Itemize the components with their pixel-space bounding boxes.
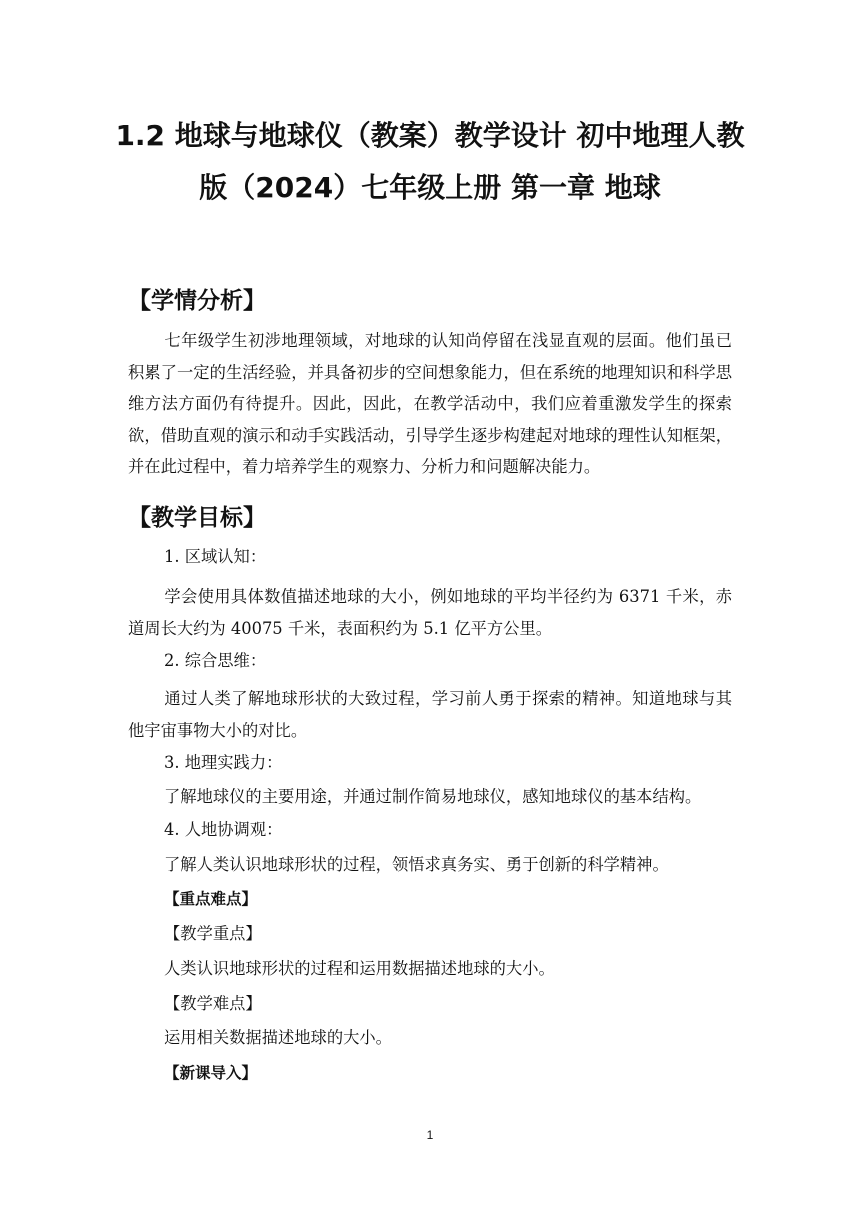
key-points-label: 【教学重点】: [164, 924, 262, 943]
objective-3-text: 了解地球仪的主要用途，并通过制作简易地球仪，感知地球仪的基本结构。: [164, 787, 702, 806]
difficulty-text: 运用相关数据描述地球的大小。: [164, 1028, 392, 1047]
difficulty-label: 【教学难点】: [164, 994, 262, 1013]
objective-1-label: 1. 区域认知：: [164, 547, 267, 566]
learning-analysis-paragraph: [128, 325, 732, 483]
heading-key-difficulties: 【重点难点】: [164, 890, 258, 908]
page-number: 1: [426, 1128, 434, 1142]
objective-3-label: 3. 地理实践力：: [164, 753, 283, 772]
objective-2-label: 2. 综合思维：: [164, 651, 267, 670]
heading-learning-analysis: 【学情分析】: [128, 288, 266, 314]
title-line-2: 版（2024）七年级上册 第一章 地球: [199, 171, 661, 204]
learning-analysis-text: 七年级学生初涉地理领域，对地球的认知尚停留在浅显直观的层面。他们虽已积累了一定的生活经验，并具备初步的空间想象能力，但在系统的地理知识和科学思维方法方面仍有待提升。因此，因此，在教学活动中，我们应着重激发学生的探索欲，借助直观的演示和动手实践活动，引导学生逐步构建起对地球的理性认知框架，并在此过程中，着力培养学生的观察力、分析力和问题解决能力。: [128, 331, 732, 476]
objective-2-text: 通过人类了解地球形状的大致过程，学习前人勇于探索的精神。知道地球与其他宇宙事物大小的对比。: [128, 689, 732, 740]
title-line-1: 1.2 地球与地球仪（教案）教学设计 初中地理人教: [115, 119, 745, 152]
heading-new-lesson-intro: 【新课导入】: [164, 1064, 258, 1082]
document-title: [110, 110, 750, 214]
objective-1-text: 学会使用具体数值描述地球的大小，例如地球的平均半径约为 6371 千米，赤道周长大约为 40075 千米，表面积约为 5.1 亿平方公里。: [128, 587, 732, 638]
key-points-text: 人类认识地球形状的过程和运用数据描述地球的大小。: [164, 959, 555, 978]
heading-teaching-objectives: 【教学目标】: [128, 505, 266, 531]
objective-4-label: 4. 人地协调观：: [164, 820, 283, 839]
objective-4-text: 了解人类认识地球形状的过程，领悟求真务实、勇于创新的科学精神。: [164, 855, 669, 874]
